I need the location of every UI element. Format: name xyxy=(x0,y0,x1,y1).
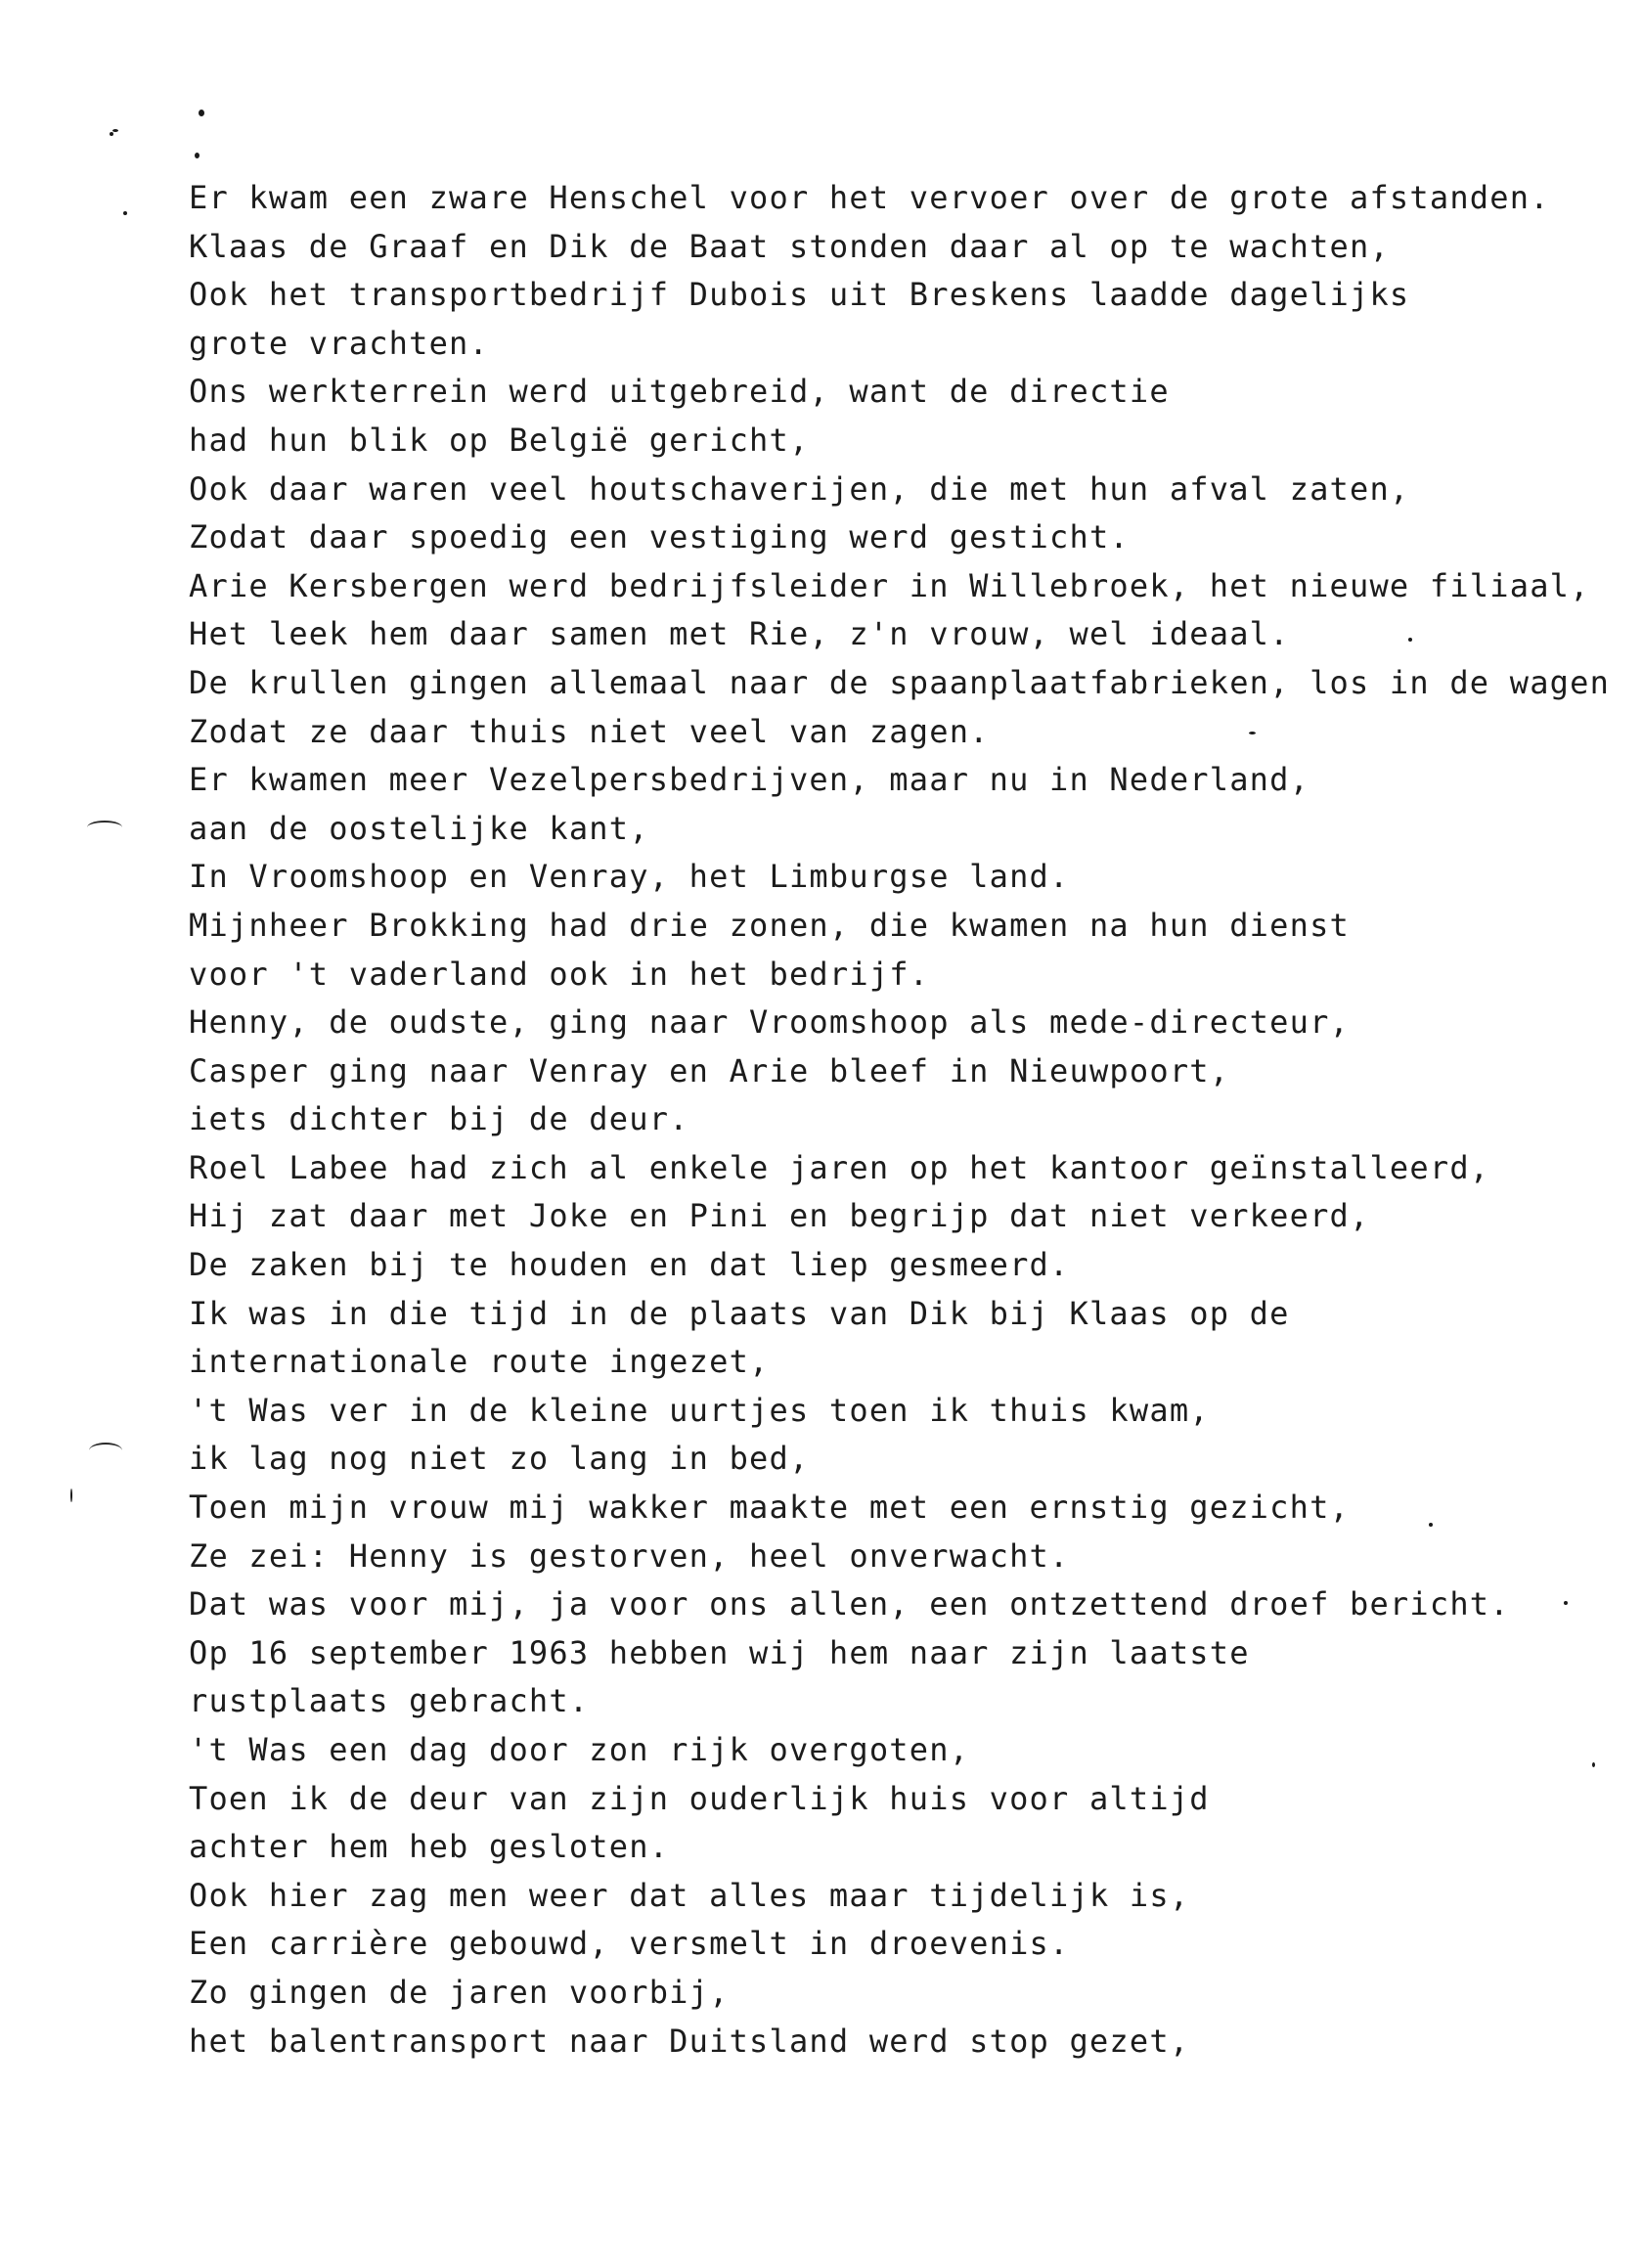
text-line: Ze zei: Henny is gestorven, heel onverwacht. xyxy=(189,1536,1070,1575)
text-line: Casper ging naar Venray en Arie bleef in Nieuwpoort, xyxy=(189,1051,1230,1090)
text-line: Hij zat daar met Joke en Pini en begrijp dat niet verkeerd, xyxy=(189,1197,1370,1235)
text-line: Mijnheer Brokking had drie zonen, die kwamen na hun dienst xyxy=(189,906,1351,944)
text-line: Ook hier zag men weer dat alles maar tijdelijk is, xyxy=(189,1876,1190,1914)
text-line: De krullen gingen allemaal naar de spaanplaatfabrieken, los in de wagen xyxy=(189,663,1611,701)
text-line: Arie Kersbergen werd bedrijfsleider in Willebroek, het nieuwe filiaal, xyxy=(189,566,1590,604)
text-line: Ik was in die tijd in de plaats van Dik bij Klaas op de xyxy=(189,1294,1290,1332)
text-line: Er kwam een zware Henschel voor het vervoer over de grote afstanden. xyxy=(189,179,1550,216)
text-line: Zodat daar spoedig een vestiging werd gesticht. xyxy=(189,518,1130,556)
text-line: het balentransport naar Duitsland werd stop gezet, xyxy=(189,2022,1190,2060)
ink-speck xyxy=(70,1489,72,1502)
text-line: Roel Labee had zich al enkele jaren op het kantoor geïnstalleerd, xyxy=(189,1148,1490,1186)
text-line: Het leek hem daar samen met Rie, z'n vrouw, wel ideaal. xyxy=(189,615,1290,653)
ink-speck xyxy=(112,129,118,132)
ink-speck xyxy=(110,132,113,136)
text-line: 't Was een dag door zon rijk overgoten, xyxy=(189,1731,970,1768)
typed-text-body xyxy=(189,174,1626,2066)
text-line: Toen mijn vrouw mij wakker maakte met een ernstig gezicht, xyxy=(189,1489,1351,1527)
text-line: aan de oostelijke kant, xyxy=(189,809,649,847)
text-line: Zodat ze daar thuis niet veel van zagen. xyxy=(189,712,990,750)
text-line: In Vroomshoop en Venray, het Limburgse land. xyxy=(189,858,1070,896)
ink-speck xyxy=(123,211,127,215)
text-line: Zo gingen de jaren voorbij, xyxy=(189,1973,730,2011)
text-line: had hun blik op België gericht, xyxy=(189,421,810,459)
text-line: Henny, de oudste, ging naar Vroomshoop als mede-directeur, xyxy=(189,1003,1351,1042)
text-line: Dat was voor mij, ja voor ons allen, een ontzettend droef bericht. xyxy=(189,1585,1510,1623)
text-line: iets dichter bij de deur. xyxy=(189,1100,689,1138)
text-line: internationale route ingezet, xyxy=(189,1343,770,1381)
text-line: 't Was ver in de kleine uurtjes toen ik thuis kwam, xyxy=(189,1391,1210,1429)
text-line: Klaas de Graaf en Dik de Baat stonden daar al op te wachten, xyxy=(189,227,1390,265)
text-line: achter hem heb gesloten. xyxy=(189,1828,670,1866)
text-line: De zaken bij te houden en dat liep gesmeerd. xyxy=(189,1246,1070,1284)
ink-speck xyxy=(199,110,204,116)
text-line: Ook het transportbedrijf Dubois uit Breskens laadde dagelijks xyxy=(189,276,1410,314)
text-line: ik lag nog niet zo lang in bed, xyxy=(189,1440,810,1478)
scan-mark xyxy=(87,821,122,834)
text-line: Er kwamen meer Vezelpersbedrijven, maar nu in Nederland, xyxy=(189,761,1310,799)
scan-mark xyxy=(89,1443,122,1458)
text-line: Op 16 september 1963 hebben wij hem naar zijn laatste xyxy=(189,1633,1250,1671)
text-line: Ook daar waren veel houtschaverijen, die met hun afval zaten, xyxy=(189,469,1410,508)
text-line: Ons werkterrein werd uitgebreid, want de directie xyxy=(189,373,1170,411)
text-line: Een carrière gebouwd, versmelt in droevenis. xyxy=(189,1925,1070,1963)
text-line: Toen ik de deur van zijn ouderlijk huis voor altijd xyxy=(189,1779,1210,1817)
ink-speck xyxy=(195,153,200,158)
text-line: grote vrachten. xyxy=(189,324,489,362)
text-line: voor 't vaderland ook in het bedrijf. xyxy=(189,955,930,993)
text-line: rustplaats gebracht. xyxy=(189,1682,590,1720)
